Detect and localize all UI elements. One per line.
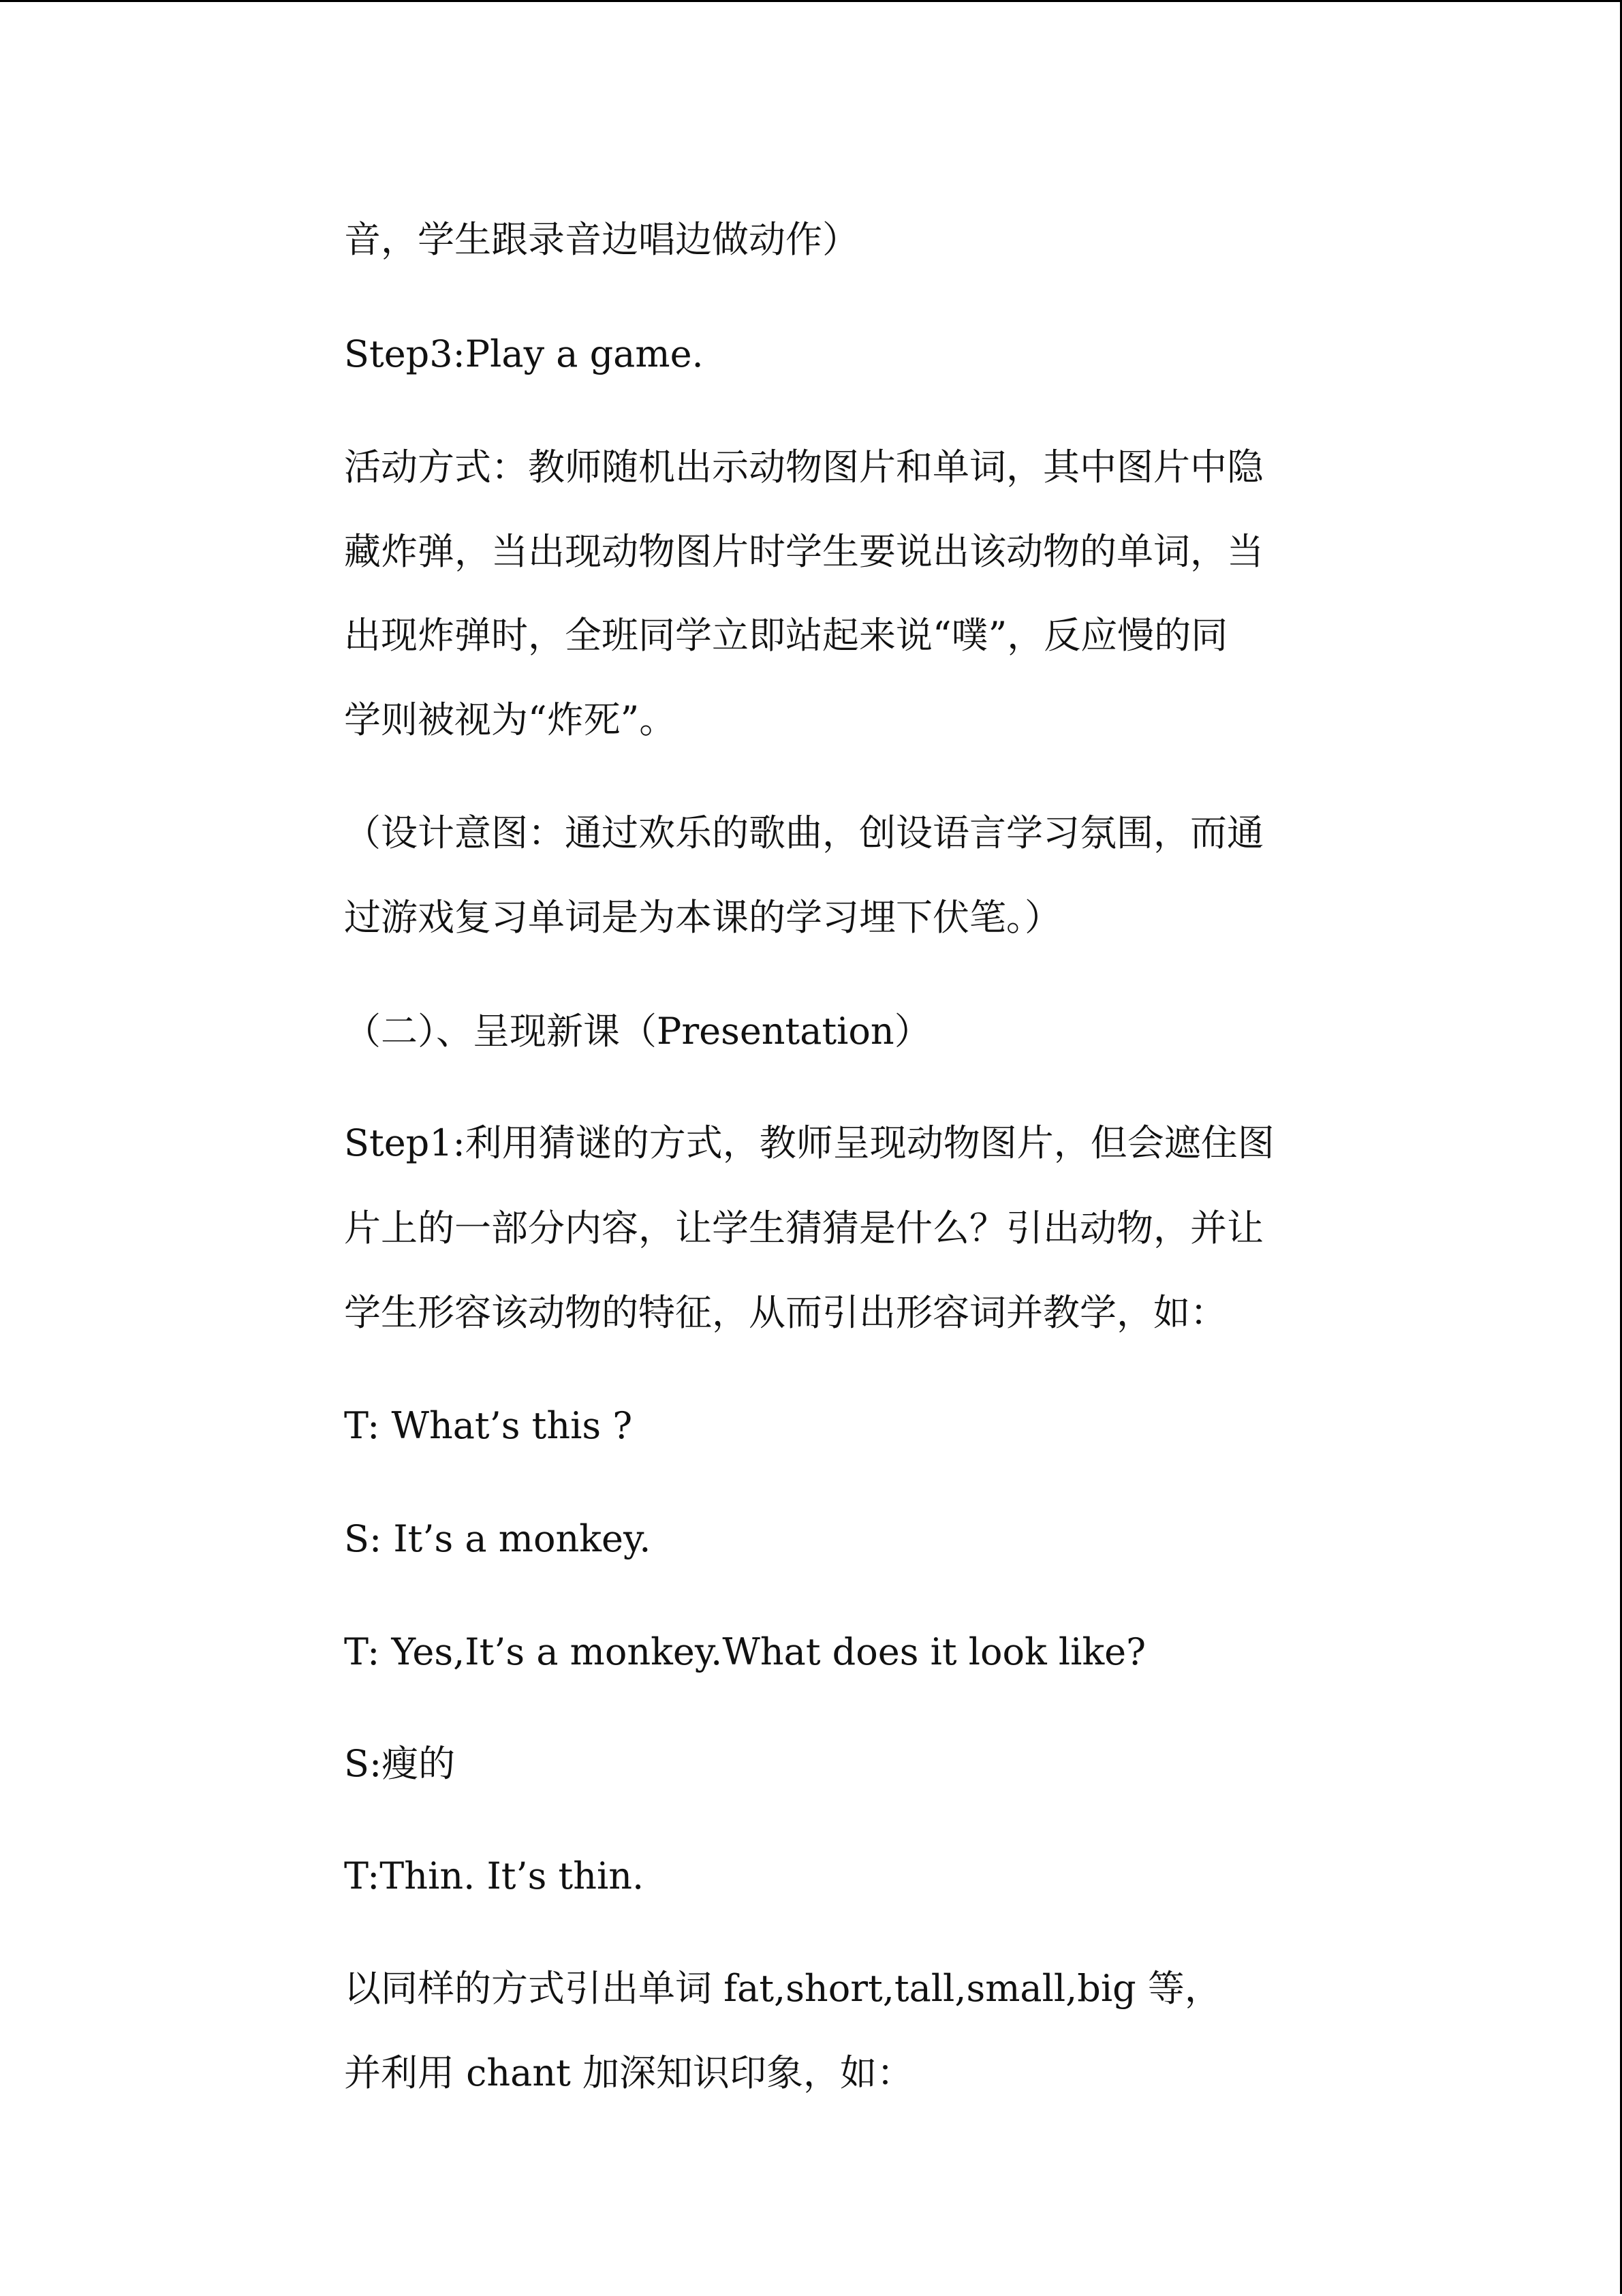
- text-line: （设计意图：通过欢乐的歌曲，创设语言学习氛围，而通: [344, 811, 1264, 854]
- text-line: Step1:利用猜谜的方式，教师呈现动物图片，但会遮住图: [344, 1121, 1275, 1164]
- text-line: 活动方式：教师随机出示动物图片和单词，其中图片中隐: [344, 446, 1264, 488]
- section-heading: （二）、呈现新课（Presentation）: [344, 1010, 931, 1053]
- dialogue-line: S:瘦的: [344, 1742, 456, 1785]
- text-line: 藏炸弹，当出现动物图片时学生要说出该动物的单词，当: [344, 530, 1264, 573]
- dialogue-line: T: What’s this ?: [344, 1404, 633, 1447]
- text-line: 并利用 chant 加深知识印象，如：: [344, 2051, 914, 2094]
- text-line: 学生形容该动物的特征，从而引出形容词并教学，如：: [344, 1291, 1227, 1334]
- dialogue-line: T:Thin. It’s thin.: [344, 1855, 644, 1897]
- text-line: 过游戏复习单词是为本课的学习埋下伏笔。）: [344, 896, 1061, 939]
- text-line: Step3:Play a game.: [344, 332, 704, 375]
- document-page: [0, 2, 1622, 2296]
- text-line: 音，学生跟录音边唱边做动作）: [344, 218, 859, 261]
- dialogue-line: S: It’s a monkey.: [344, 1517, 651, 1560]
- text-line: 学则被视为“炸死”。: [344, 698, 676, 741]
- text-line: 以同样的方式引出单词 fat,short,tall,small,big 等，: [344, 1967, 1221, 2010]
- text-line: 片上的一部分内容，让学生猜猜是什么？引出动物，并让: [344, 1207, 1264, 1250]
- dialogue-line: T: Yes,It’s a monkey.What does it look like?: [344, 1630, 1147, 1673]
- text-line: 出现炸弹时，全班同学立即站起来说“噗”，反应慢的同: [344, 614, 1228, 657]
